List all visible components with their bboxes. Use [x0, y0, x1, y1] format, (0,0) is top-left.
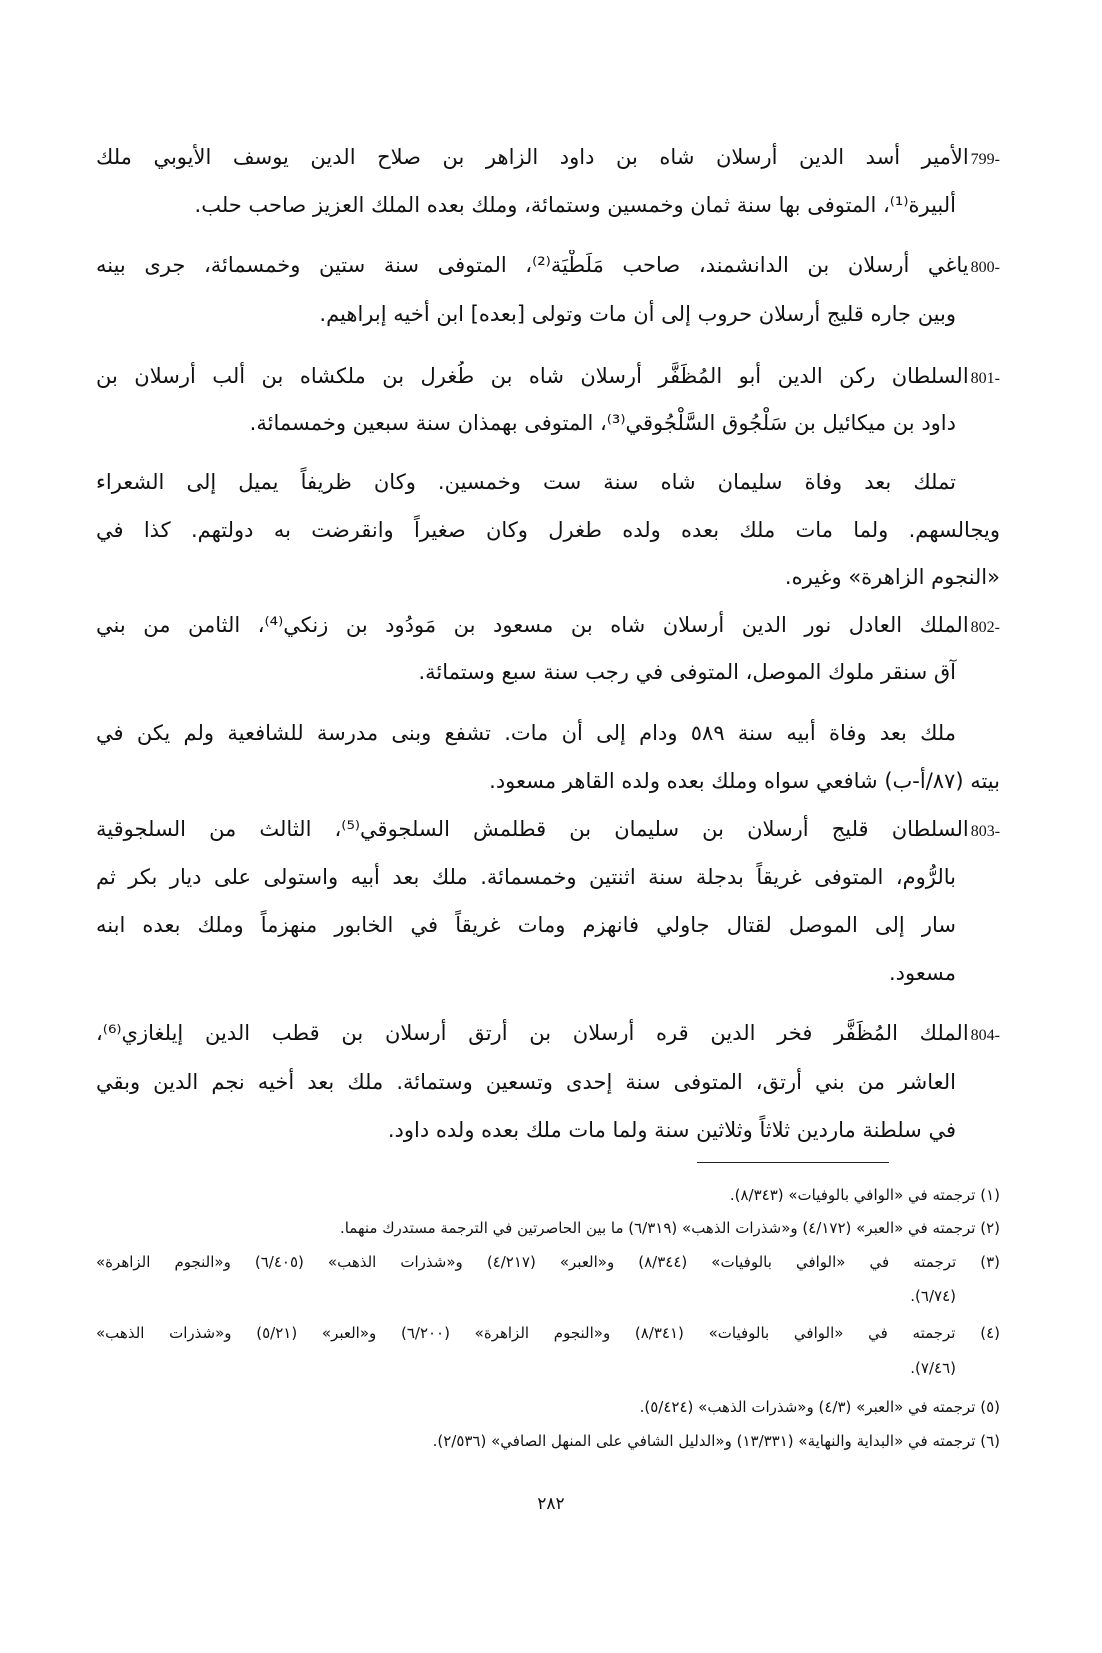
entry-803-line-4: مسعود.	[889, 961, 956, 985]
footnote-2: (٢) ترجمته في «العبر» (٤/١٧٢) و«شذرات الذهب» (٦/٣١٩) ما بين الحاصرتين في الترجمة مستدرك منهما.	[339, 1219, 1000, 1237]
entry-801-line-1: 801-السلطان ركن الدين أبو المُظَفَّر أرسلان شاه بن طُغرل بن ملكشاه بن ألب أرسلان بن	[96, 364, 1000, 388]
entry-number: 803-	[970, 823, 1000, 840]
entry-802-paragraph-line: ملك بعد وفاة أبيه سنة ٥٨٩ ودام إلى أن مات. تشفع وبنى مدرسة للشافعية ولم يكن في	[96, 721, 956, 745]
entry-799-line-2: ألبيرة⁽¹⁾، المتوفى بها سنة ثمان وخمسين وستمائة، وملك بعده الملك العزيز صاحب حلب.	[194, 193, 956, 217]
entry-801-paragraph-line: تملك بعد وفاة سليمان شاه سنة ست وخمسين. وكان ظريفاً يميل إلى الشعراء	[96, 470, 956, 494]
entry-number: 802-	[970, 619, 1000, 636]
footnote-divider	[697, 1162, 889, 1163]
entry-801-paragraph-line: «النجوم الزاهرة» وغيره.	[784, 565, 1000, 589]
entry-804-line-1: 804-الملك المُظَفَّر فخر الدين قره أرسلان بن أرتق أرسلان بن قطب الدين إيلغازي⁽⁶⁾،	[96, 1021, 1000, 1045]
footnote-3-continuation: (٦/٧٤).	[910, 1287, 956, 1305]
entry-802-line-2: آق سنقر ملوك الموصل، المتوفى في رجب سنة سبع وستمائة.	[418, 660, 956, 684]
entry-801-paragraph-line: ويجالسهم. ولما مات ملك بعده ولده طغرل وكان صغيراً وانقرضت به دولتهم. كذا في	[96, 518, 1000, 542]
entry-number: 799-	[970, 151, 1000, 168]
entry-801-line-2: داود بن ميكائيل بن سَلْجُوق السَّلْجُوقي⁽³⁾، المتوفى بهمذان سنة سبعين وخمسمائة.	[249, 411, 956, 435]
entry-804-line-2: العاشر من بني أرتق، المتوفى سنة إحدى وتسعين وستمائة. ملك بعد أخيه نجم الدين وبقي	[96, 1070, 956, 1094]
entry-803-line-2: بالرُّوم، المتوفى غريقاً بدجلة سنة اثنتين وخمسمائة. ملك بعد أبيه واستولى على ديار بكر ثم	[96, 865, 956, 889]
entry-800-line-2: وبين جاره قليج أرسلان حروب إلى أن مات وتولى [بعده] ابن أخيه إبراهيم.	[319, 302, 956, 326]
entry-800-line-1: 800-ياغي أرسلان بن الدانشمند، صاحب مَلَطْيَة⁽²⁾، المتوفى سنة ستين وخمسمائة، جرى بينه	[96, 253, 1000, 277]
footnote-1: (١) ترجمته في «الوافي بالوفيات» (٨/٣٤٣).	[729, 1186, 1000, 1204]
entry-802-paragraph-line: بيته (٨٧/أ-ب) شافعي سواه وملك بعده ولده القاهر مسعود.	[489, 769, 1000, 793]
entry-799-line-1: 799-الأمير أسد الدين أرسلان شاه بن داود الزاهر بن صلاح الدين يوسف الأيوبي ملك	[96, 145, 1000, 169]
entry-number: 804-	[970, 1027, 1000, 1044]
entry-803-line-1: 803-السلطان قليج أرسلان بن سليمان بن قطلمش السلجوقي⁽⁵⁾، الثالث من السلجوقية	[96, 817, 1000, 841]
footnote-3: (٣) ترجمته في «الوافي بالوفيات» (٨/٣٤٤) و«العبر» (٤/٢١٧) و«شذرات الذهب» (٦/٤٠٥) و«النجوم الزاهرة»	[96, 1253, 1000, 1271]
footnote-6: (٦) ترجمته في «البداية والنهاية» (١٣/٣٣١) و«الدليل الشافي على المنهل الصافي» (٢/٥٣٦).	[432, 1432, 1000, 1450]
entry-number: 801-	[970, 370, 1000, 387]
entry-number: 800-	[970, 259, 1000, 276]
footnote-5: (٥) ترجمته في «العبر» (٤/٣) و«شذرات الذهب» (٥/٤٢٤).	[639, 1398, 1000, 1416]
page-number: ٢٨٢	[537, 1494, 565, 1514]
entry-803-line-3: سار إلى الموصل لقتال جاولي فانهزم ومات غريقاً في الخابور منهزماً وملك بعده ابنه	[96, 913, 956, 937]
entry-804-line-3: في سلطنة ماردين ثلاثاً وثلاثين سنة ولما مات ملك بعده ولده داود.	[387, 1118, 956, 1142]
entry-802-line-1: 802-الملك العادل نور الدين أرسلان شاه بن مسعود بن مَودُود بن زنكي⁽⁴⁾، الثامن من بني	[96, 613, 1000, 637]
footnote-4-continuation: (٧/٤٦).	[910, 1359, 956, 1377]
footnote-4: (٤) ترجمته في «الوافي بالوفيات» (٨/٣٤١) و«النجوم الزاهرة» (٦/٢٠٠) و«العبر» (٥/٢١) و«شذرات الذهب»	[96, 1324, 1000, 1342]
